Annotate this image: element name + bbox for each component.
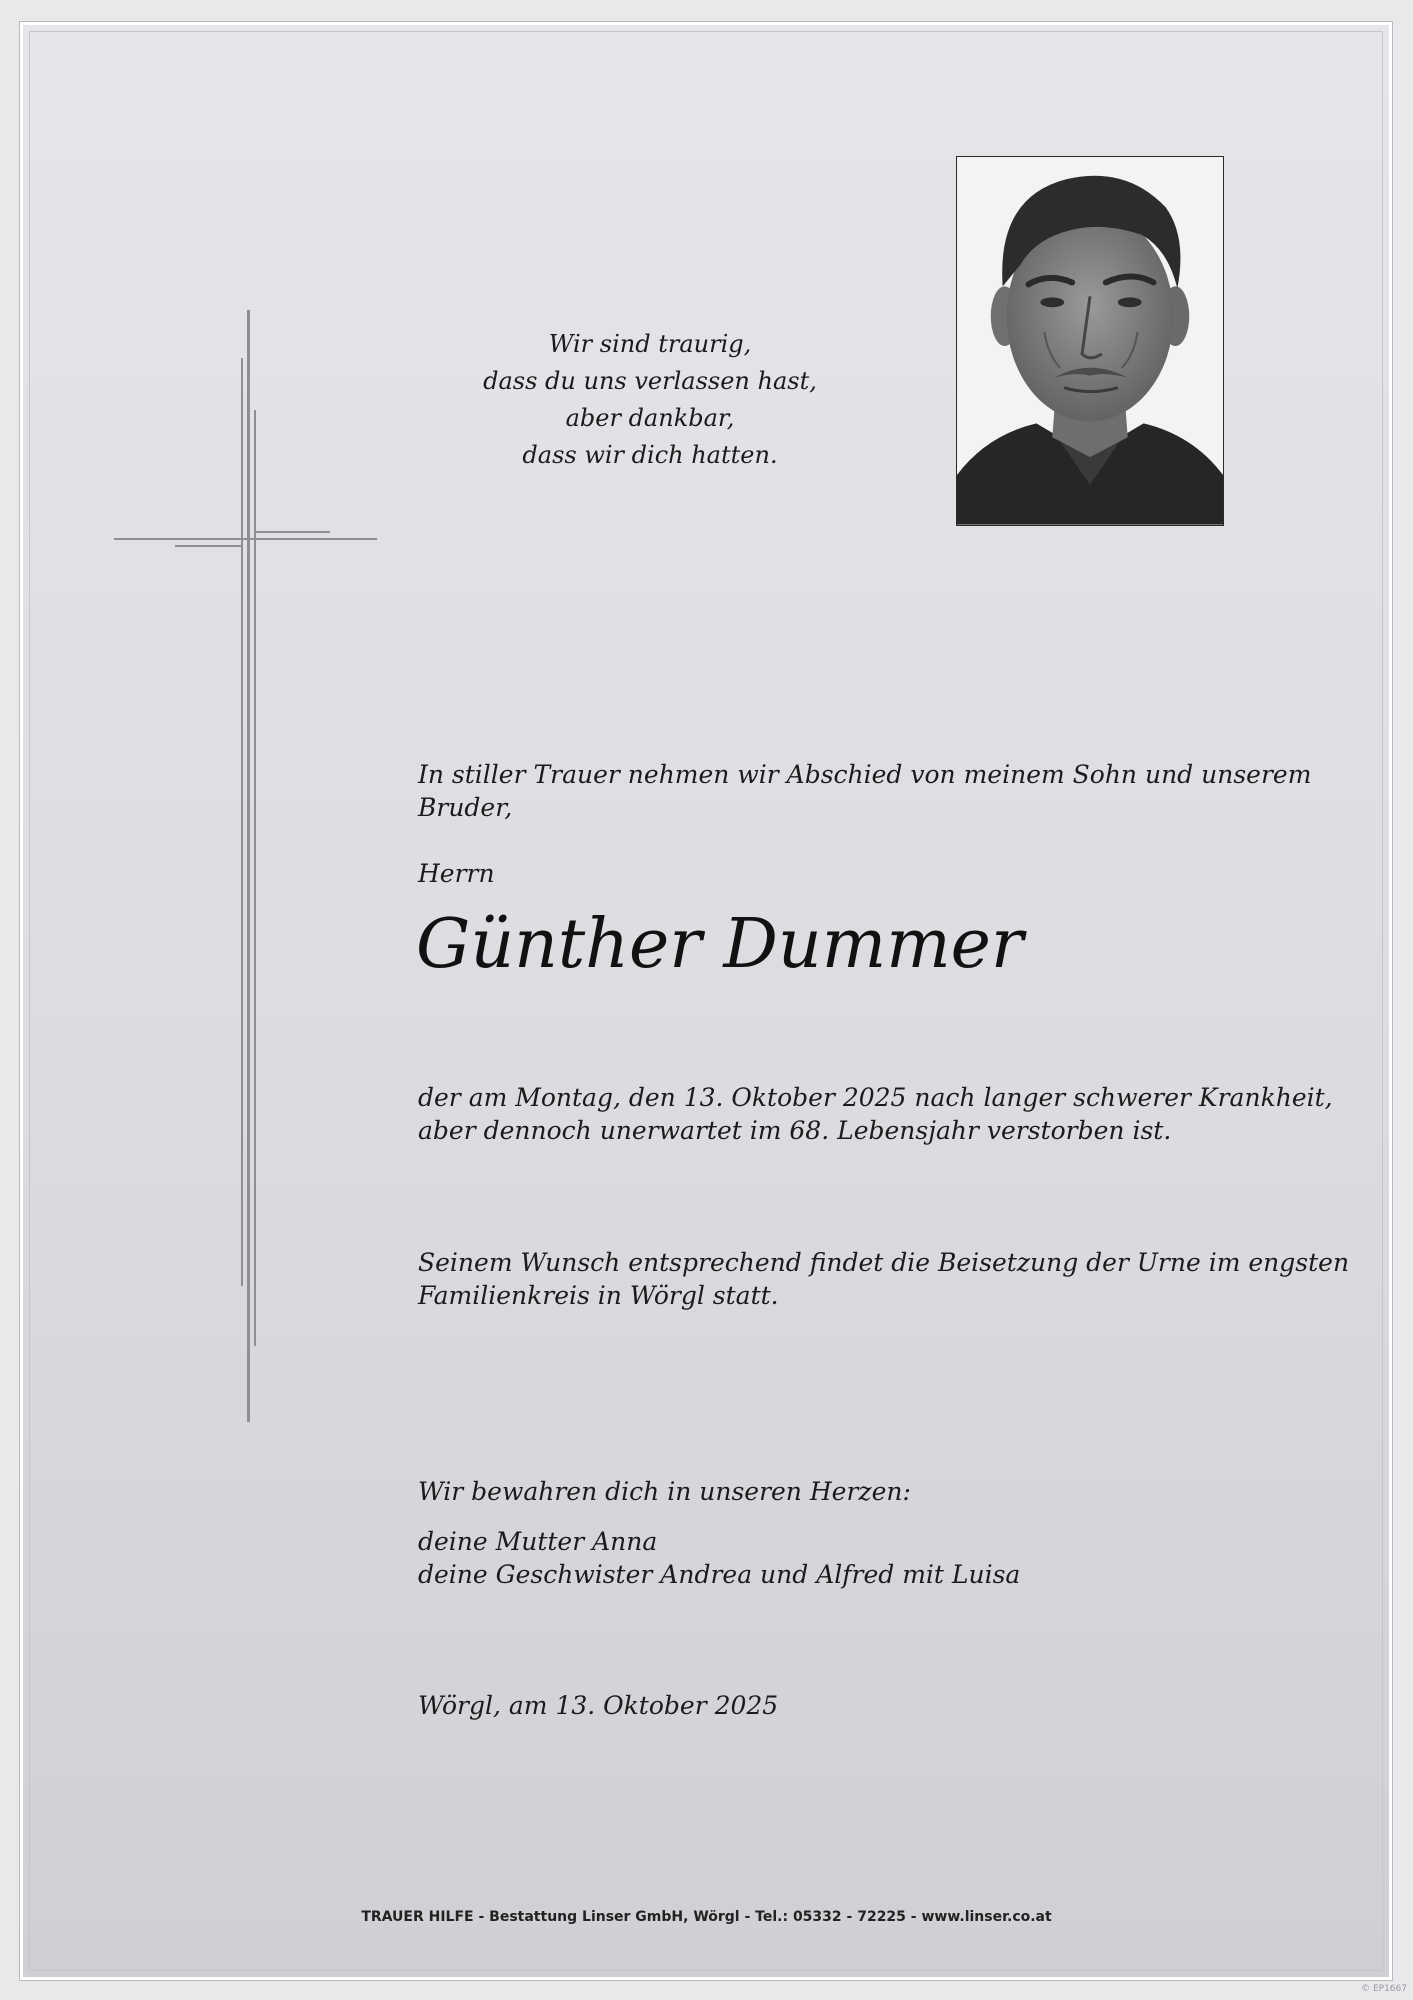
salutation [418, 857, 495, 890]
death-line: aber dennoch unerwartet im 68. Lebensjahr verstorben ist. [418, 1116, 1172, 1145]
cross-vertical-left [241, 358, 243, 1286]
mourner-line: deine Geschwister Andrea und Alfred mit Luisa [418, 1560, 1021, 1589]
mourners-heading [418, 1475, 911, 1508]
intro-text [418, 758, 1311, 824]
salutation-text: Herrn [418, 859, 495, 888]
burial-line: Familienkreis in Wörgl statt. [418, 1281, 779, 1310]
intro-line: In stiller Trauer nehmen wir Abschied von meinem Sohn und unserem [418, 760, 1312, 789]
death-notice [418, 1081, 1333, 1147]
place-date [418, 1689, 778, 1722]
cross-vertical-right [254, 410, 256, 1346]
mourners-list [418, 1525, 1020, 1591]
death-line: der am Montag, den 13. Oktober 2025 nach langer schwerer Krankheit, [418, 1083, 1333, 1112]
funeral-home-footer: TRAUER HILFE - Bestattung Linser GmbH, Wörgl - Tel.: 05332 - 72225 - www.linser.co.at [361, 1909, 1052, 1925]
mourner-line: deine Mutter Anna [418, 1527, 658, 1556]
cross-horizontal-right [256, 531, 330, 533]
cross-horizontal-main [114, 538, 377, 540]
burial-notice [418, 1246, 1349, 1312]
cross-vertical-main [247, 310, 250, 1422]
mourners-heading-text: Wir bewahren dich in unseren Herzen: [418, 1477, 911, 1506]
deceased-name: Günther Dummer [416, 905, 1024, 984]
place-date-text: Wörgl, am 13. Oktober 2025 [418, 1691, 779, 1720]
burial-line: Seinem Wunsch entsprechend findet die Beisetzung der Urne im engsten [418, 1248, 1350, 1277]
cross-horizontal-left [175, 545, 243, 547]
quote-line: Wir sind traurig, [548, 330, 752, 358]
template-code: © EP1667 [1361, 1984, 1407, 1994]
portrait-photo [956, 156, 1224, 526]
quote-line: dass du uns verlassen hast, [483, 367, 817, 395]
memorial-quote [460, 326, 840, 474]
intro-line: Bruder, [418, 793, 513, 822]
quote-line: dass wir dich hatten. [522, 441, 778, 469]
quote-line: aber dankbar, [565, 404, 735, 432]
